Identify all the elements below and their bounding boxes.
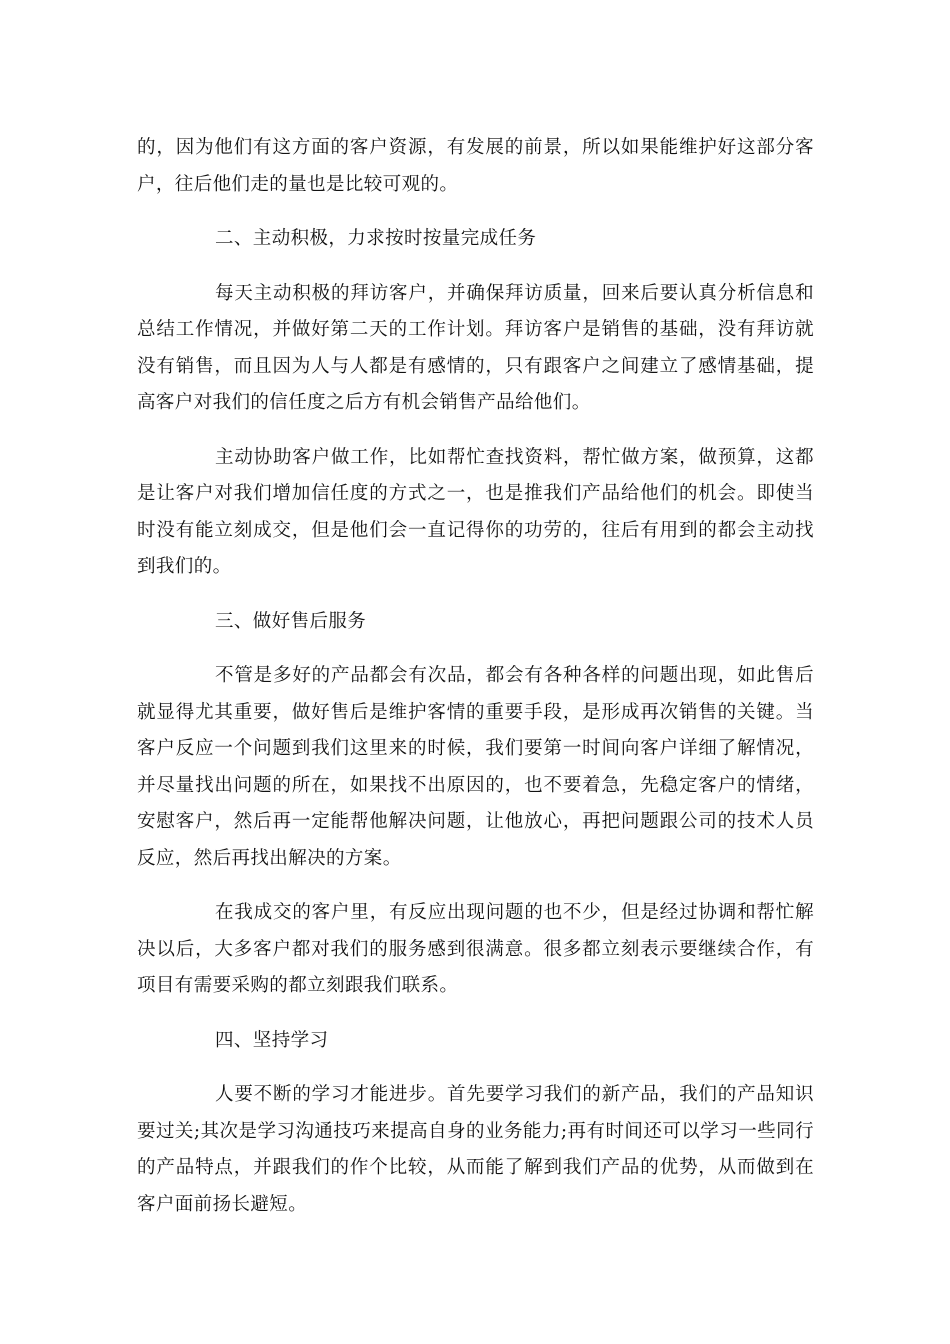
section-heading-3: 三、做好售后服务 bbox=[215, 610, 367, 632]
paragraph-visit-customers: 每天主动积极的拜访客户，并确保拜访质量，回来后要认真分析信息和总结工作情况，并做好第二天的工作计划。拜访客户是销售的基础，没有拜访就没有销售，而且因为人与人都是有感情的，只有跟客户之间建立了感情基础，提高客户对我们的信任度之后方有机会销售产品给他们。 bbox=[137, 282, 814, 413]
paragraph-customer-feedback: 在我成交的客户里，有反应出现问题的也不少，但是经过协调和帮忙解决以后，大多客户都对我们的服务感到很满意。很多都立刻表示要继续合作，有项目有需要采购的都立刻跟我们联系。 bbox=[137, 902, 814, 996]
section-heading-2: 二、主动积极，力求按时按量完成任务 bbox=[215, 228, 537, 249]
paragraph-after-sales: 不管是多好的产品都会有次品，都会有各种各样的问题出现，如此售后就显得尤其重要，做好售后是维护客情的重要手段，是形成再次销售的关键。当客户反应一个问题到我们这里来的时候，我们要第一时间向客户详细了解情况，并尽量找出问题的所在，如果找不出原因的，也不要着急，先稳定客户的情绪，安慰客户，然后再一定能帮他解决问题，让他放心，再把问题跟公司的技术人员反应，然后再找出解决的方案。 bbox=[137, 665, 814, 869]
paragraph-keep-learning: 人要不断的学习才能进步。首先要学习我们的新产品，我们的产品知识要过关;其次是学习沟通技巧来提高自身的业务能力;再有时间还可以学习一些同行的产品特点，并跟我们的作个比较，从而能了解到我们产品的优势，从而做到在客户面前扬长避短。 bbox=[137, 1084, 814, 1215]
paragraph-assist-customers: 主动协助客户做工作，比如帮忙查找资料，帮忙做方案，做预算，这都是让客户对我们增加信任度的方式之一，也是推我们产品给他们的机会。即使当时没有能立刻成交，但是他们会一直记得你的功劳的，往后有用到的都会主动找到我们的。 bbox=[137, 446, 814, 577]
paragraph-continuation: 的，因为他们有这方面的客户资源，有发展的前景，所以如果能维护好这部分客户，往后他们走的量也是比较可观的。 bbox=[137, 137, 814, 195]
document-body bbox=[137, 130, 814, 1241]
section-heading-4: 四、坚持学习 bbox=[215, 1029, 329, 1051]
